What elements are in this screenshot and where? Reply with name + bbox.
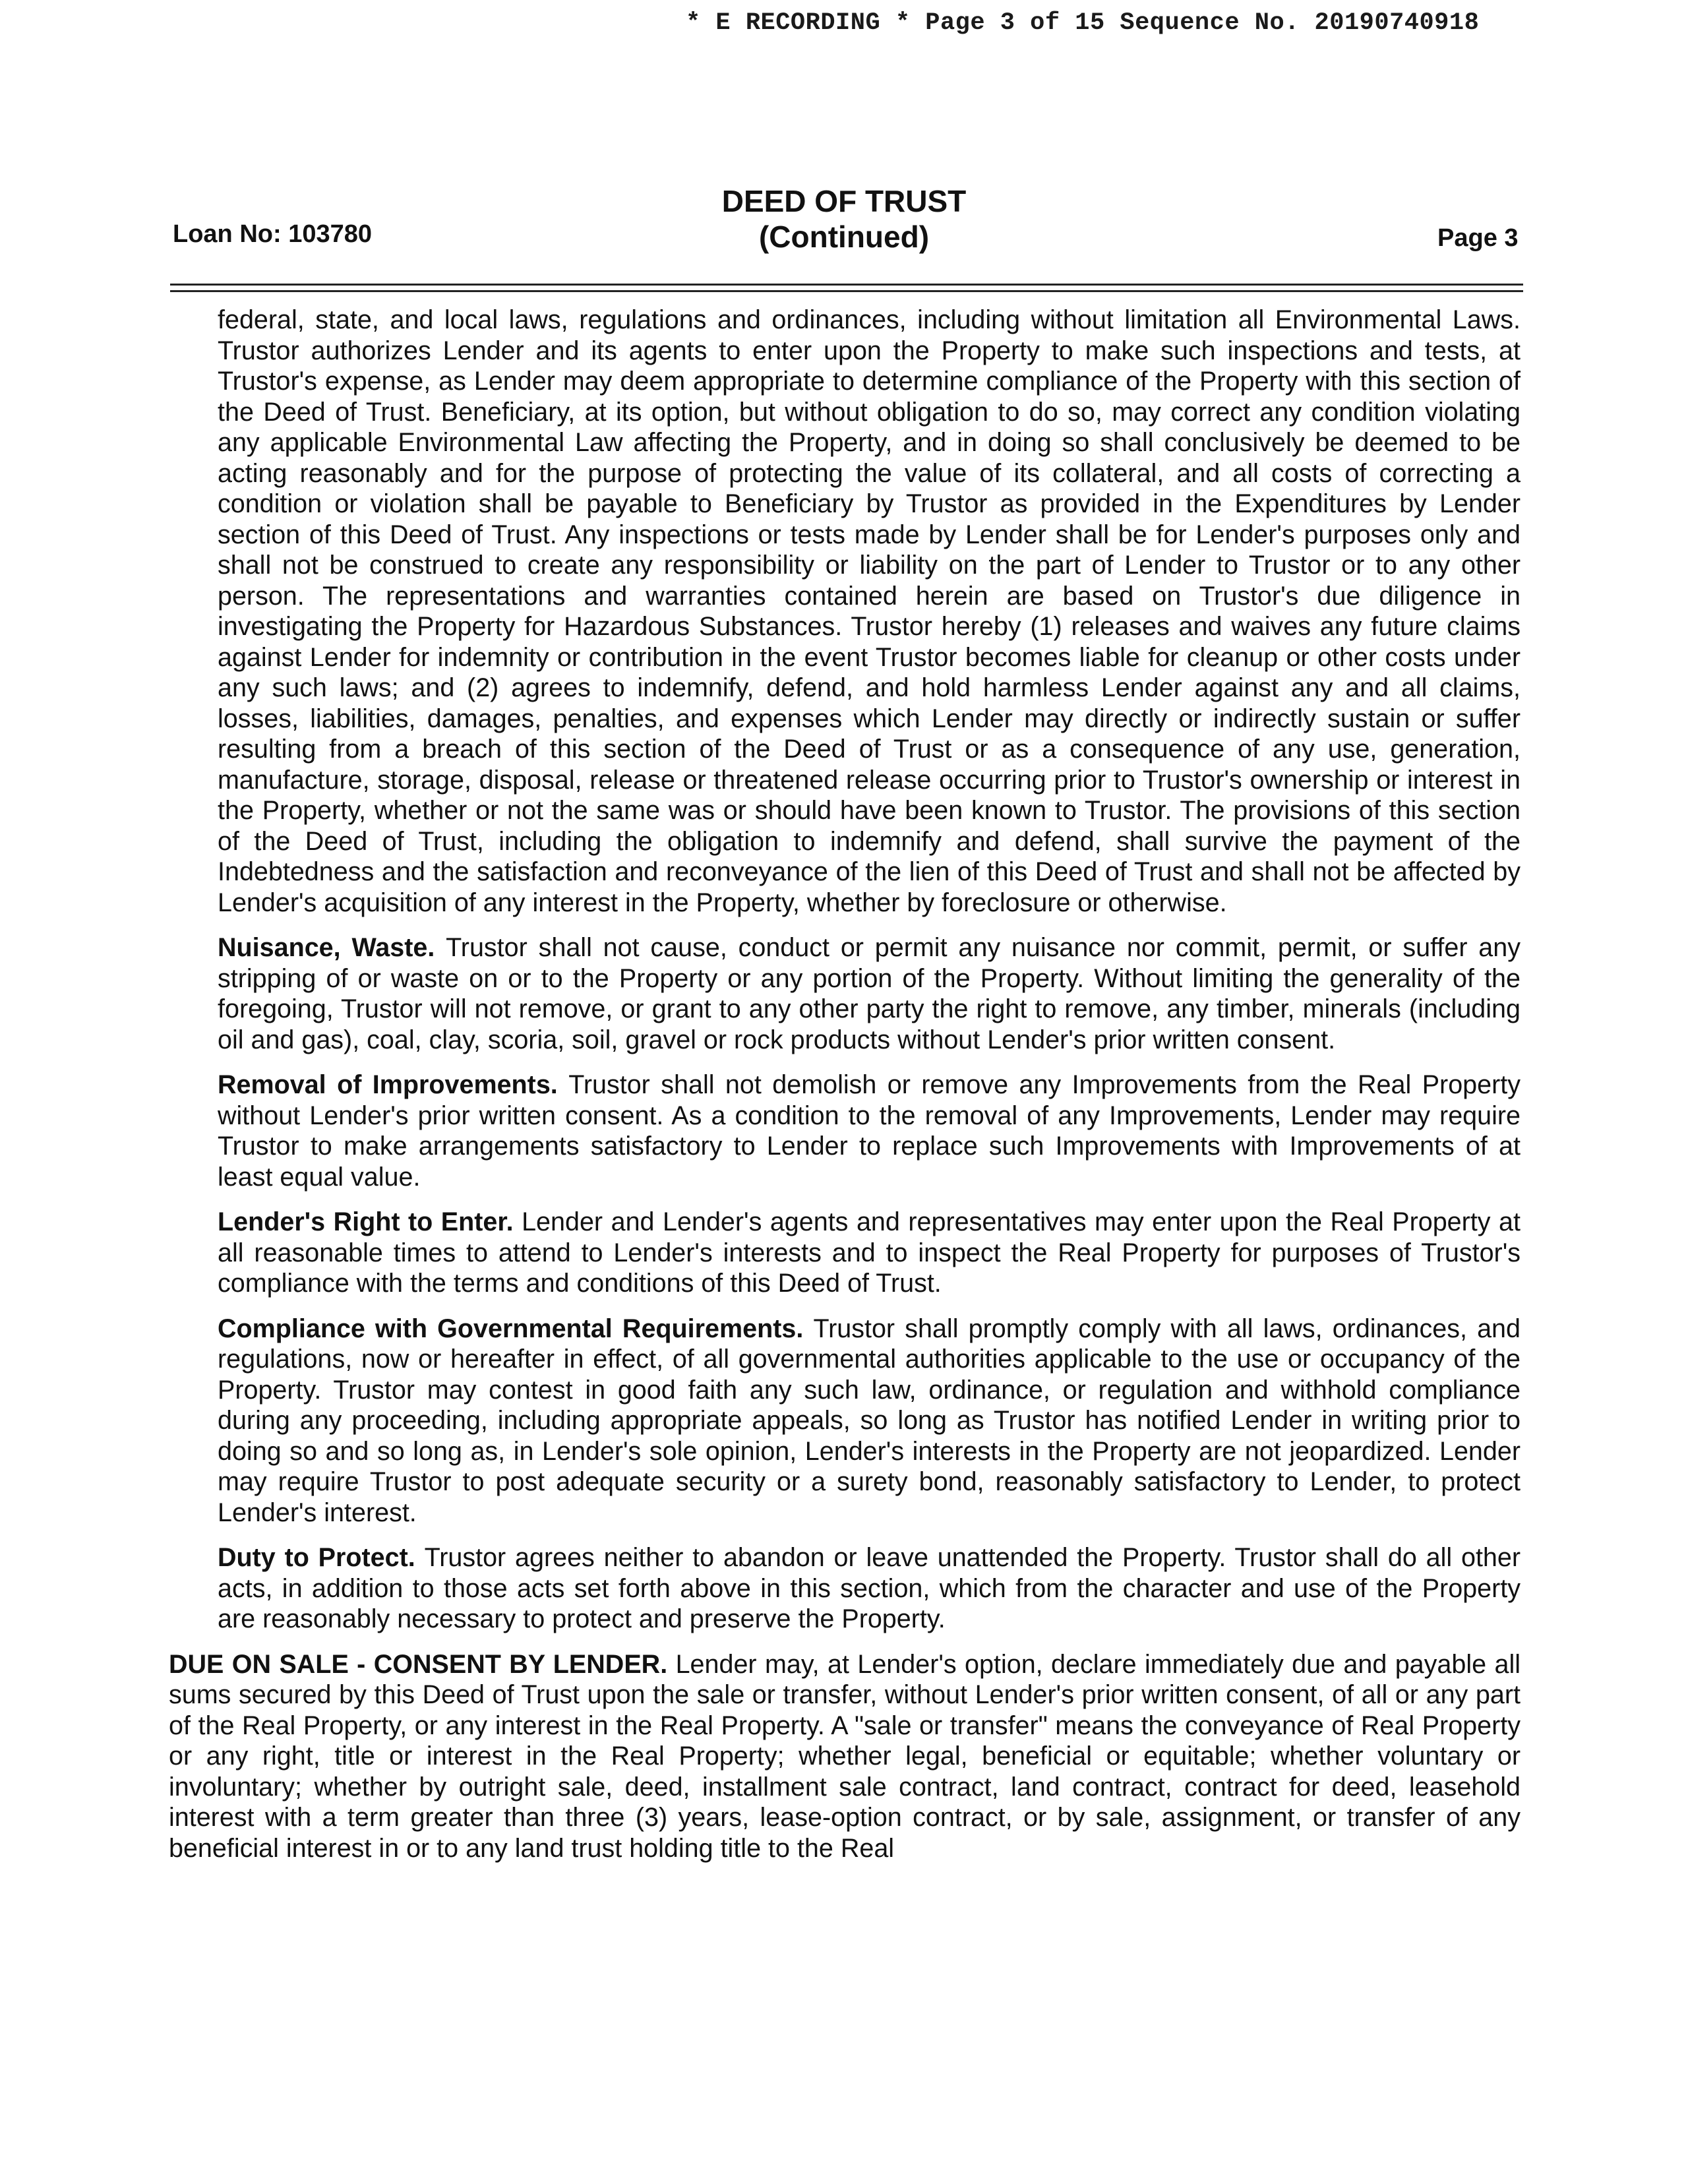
paragraph-text: Trustor shall not cause, conduct or permit any nuisance nor commit, permit, or suffer any stripping of or waste on or to the Property or any portion of the Property. Without limiting the generality of the foregoing, Trustor will not remove, or grant to any other party the right to remove, any timber, minerals (including oil and gas), coal, clay, scoria, soil, gravel or rock products without Lender's prior written consent. — [218, 933, 1521, 1054]
document-body — [169, 305, 1521, 1878]
header-divider-top — [170, 284, 1523, 286]
paragraph-heading: DUE ON SALE - CONSENT BY LENDER. — [169, 1649, 676, 1679]
paragraph-text: Trustor shall not demolish or remove any Improvements from the Real Property without Lender's prior written consent. As a condition to the removal of any Improvements, Lender may require Trustor to make arrangements satisfactory to Lender to replace such Improvements with Improvements of at least equal value. — [218, 1070, 1521, 1192]
paragraph-text: Trustor shall promptly comply with all laws, ordinances, and regulations, now or hereafter in effect, of all governmental authorities applicable to the use or occupancy of the Property. Trustor may contest in good faith any such law, ordinance, or regulation and withhold compliance during any proceeding, including appropriate appeals, so long as Trustor has notified Lender in writing prior to doing so and so long as, in Lender's sole opinion, Lender's interests in the Property are not jeopardized. Lender may require Trustor to post adequate security or a surety bond, reasonably satisfactory to Lender, to protect Lender's interest. — [218, 1314, 1521, 1527]
paragraph-heading: Compliance with Governmental Requirements. — [218, 1314, 814, 1343]
document-title — [593, 183, 1095, 255]
recording-stamp: * E RECORDING * Page 3 of 15 Sequence No. 20190740918 — [686, 9, 1480, 37]
paragraph-lenders-right-to-enter — [169, 1207, 1521, 1299]
paragraph-text: Trustor agrees neither to abandon or leave unattended the Property. Trustor shall do all other acts, in addition to those acts set forth above in this section, which from the character and use of the Property are reasonably necessary to protect and preserve the Property. — [218, 1543, 1521, 1633]
paragraph-heading: Duty to Protect. — [218, 1543, 425, 1572]
title-line-1: DEED OF TRUST — [721, 184, 967, 218]
paragraph-text: federal, state, and local laws, regulations and ordinances, including without limitation all Environmental Laws. Trustor authorizes Lender and its agents to enter upon the Property to make such inspections and tests, at Trustor's expense, as Lender may deem appropriate to determine compliance of the Property with this section of the Deed of Trust. Beneficiary, at its option, but without obligation to do so, may correct any condition violating any applicable Environmental Law affecting the Property, and in doing so shall conclusively be deemed to be acting reasonably and for the purpose of protecting the value of its collateral, and all costs of correcting a condition or violation shall be payable to Beneficiary by Trustor as provided in the Expenditures by Lender section of this Deed of Trust. Any inspections or tests made by Lender shall be for Lender's purposes only and shall not be construed to create any responsibility or liability on the part of Lender to Trustor or to any other person. The representations and warranties contained herein are based on Trustor's due diligence in investigating the Property for Hazardous Substances. Trustor hereby (1) releases and waives any future claims against Lender for indemnity or contribution in the event Trustor becomes liable for cleanup or other costs under any such laws; and (2) agrees to indemnify, defend, and hold harmless Lender against any and all claims, losses, liabilities, damages, penalties, and expenses which Lender may directly or indirectly sustain or suffer resulting from a breach of this section of the Deed of Trust or as a consequence of any use, generation, manufacture, storage, disposal, release or threatened release occurring prior to Trustor's ownership or interest in the Property, whether or not the same was or should have been known to Trustor. The provisions of this section of the Deed of Trust, including the obligation to indemnify and defend, shall survive the payment of the Indebtedness and the satisfaction and reconveyance of the lien of this Deed of Trust and shall not be affected by Lender's acquisition of any interest in the Property, whether by foreclosure or otherwise. — [218, 305, 1521, 917]
title-line-2: (Continued) — [758, 220, 930, 254]
paragraph-due-on-sale — [169, 1649, 1521, 1864]
paragraph-compliance-governmental — [169, 1314, 1521, 1529]
paragraph-heading: Removal of Improvements. — [218, 1070, 569, 1099]
paragraph-text: Lender and Lender's agents and representatives may enter upon the Real Property at all reasonable times to attend to Lender's interests and to inspect the Real Property for purposes of Trustor's compliance with the terms and conditions of this Deed of Trust. — [218, 1207, 1521, 1298]
page-number: Page 3 — [1437, 224, 1519, 252]
loan-number: Loan No: 103780 — [173, 220, 372, 248]
paragraph-removal-of-improvements — [169, 1070, 1521, 1192]
paragraph-text: Lender may, at Lender's option, declare immediately due and payable all sums secured by this Deed of Trust upon the sale or transfer, without Lender's prior written consent, of all or any part of the Real Property, or any interest in the Real Property. A "sale or transfer" means the conveyance of Real Property or any right, title or interest in the Real Property; whether legal, beneficial or equitable; whether voluntary or involuntary; whether by outright sale, deed, installment sale contract, land contract, contract for deed, leasehold interest with a term greater than three (3) years, lease-option contract, or by sale, assignment, or transfer of any beneficial interest in or to any land trust holding title to the Real — [169, 1649, 1521, 1863]
paragraph-nuisance-waste — [169, 932, 1521, 1055]
paragraph-environmental-continued — [169, 305, 1521, 918]
paragraph-duty-to-protect — [169, 1542, 1521, 1635]
paragraph-heading: Nuisance, Waste. — [218, 933, 446, 962]
header-divider-bottom — [170, 290, 1523, 292]
paragraph-heading: Lender's Right to Enter. — [218, 1207, 522, 1236]
